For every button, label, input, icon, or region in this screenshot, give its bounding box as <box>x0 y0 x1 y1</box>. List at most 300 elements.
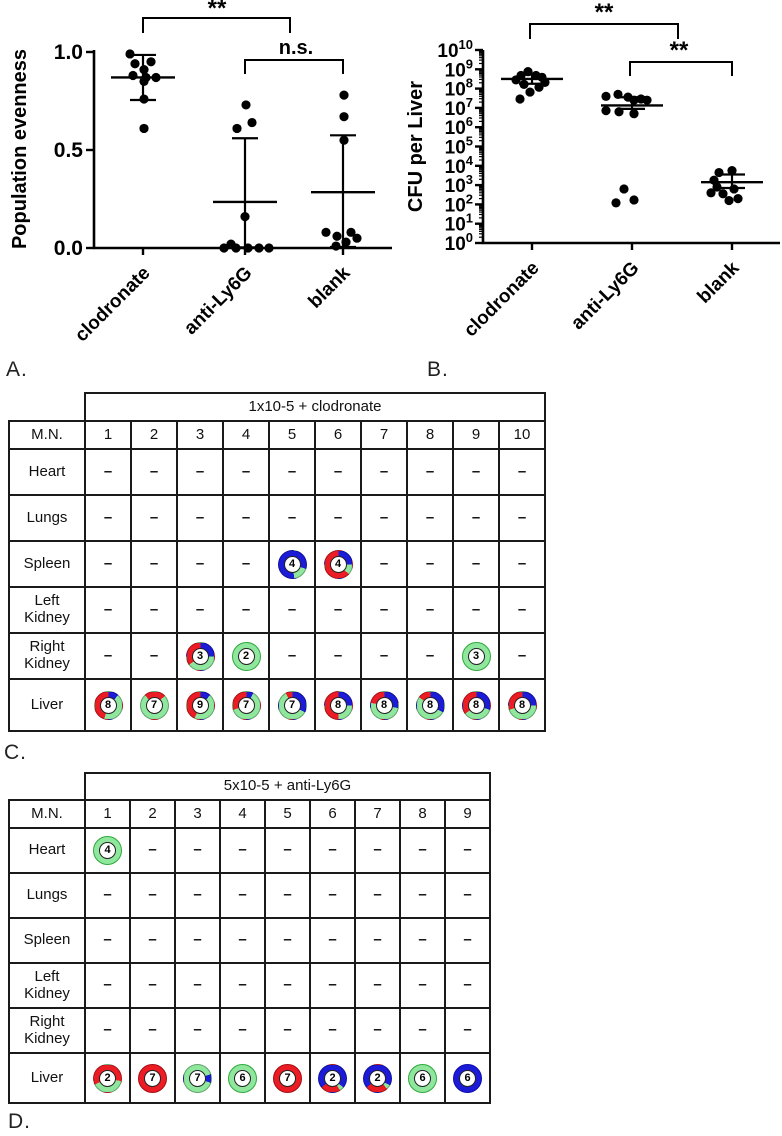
mn-header-cell: M.N. <box>9 800 85 828</box>
data-point <box>619 184 628 193</box>
data-point <box>264 243 273 252</box>
organ-cell <box>310 1008 355 1053</box>
negative-dash: – <box>195 600 205 618</box>
organ-pie-chart <box>138 1064 167 1093</box>
negative-dash: – <box>148 886 157 904</box>
pie-count: 4 <box>99 842 116 859</box>
data-point <box>525 87 534 96</box>
negative-dash: – <box>373 841 382 859</box>
organ-cell <box>310 873 355 918</box>
negative-dash: – <box>379 600 389 618</box>
organ-pie-chart <box>273 1064 302 1093</box>
pie-count: 7 <box>146 697 163 714</box>
negative-dash: – <box>238 1021 247 1039</box>
mouse-number-cell: 2 <box>130 800 175 828</box>
organ-label: Right Kidney <box>9 1008 85 1053</box>
data-point <box>614 107 623 116</box>
organ-cell <box>85 963 130 1008</box>
organ-cell <box>361 679 407 731</box>
organ-cell <box>499 541 545 587</box>
organ-cell <box>177 587 223 633</box>
significance-bracket <box>245 60 343 74</box>
organ-cell <box>265 873 310 918</box>
category-label: anti-Ly6G <box>567 257 644 334</box>
organ-cell <box>361 449 407 495</box>
organ-cell <box>407 679 453 731</box>
negative-dash: – <box>463 841 472 859</box>
y-tick-label: 0.5 <box>53 139 83 162</box>
data-point <box>232 124 241 133</box>
organ-cell <box>499 495 545 541</box>
organ-cell <box>131 449 177 495</box>
data-point <box>511 75 520 84</box>
panel-label-a: A. <box>6 358 28 381</box>
pie-count: 7 <box>238 697 255 714</box>
organ-cell <box>361 541 407 587</box>
organ-cell <box>85 449 131 495</box>
pie-count: 7 <box>189 1070 206 1087</box>
negative-dash: – <box>149 646 159 664</box>
organ-cell <box>453 633 499 679</box>
negative-dash: – <box>418 931 427 949</box>
panel-label-d: D. <box>8 1110 31 1133</box>
y-axis-title: CFU per Liver <box>405 80 427 213</box>
organ-cell <box>130 963 175 1008</box>
negative-dash: – <box>283 931 292 949</box>
negative-dash: – <box>379 646 389 664</box>
organ-label: Liver <box>9 679 85 731</box>
data-point <box>534 83 543 92</box>
negative-dash: – <box>379 554 389 572</box>
data-point <box>139 94 148 103</box>
negative-dash: – <box>241 554 251 572</box>
organ-cell <box>85 918 130 963</box>
mouse-number-cell: 7 <box>361 421 407 449</box>
table-title: 1x10-5 + clodronate <box>85 393 545 421</box>
data-point <box>331 241 340 250</box>
data-point <box>341 238 350 247</box>
organ-cell <box>269 495 315 541</box>
pie-count: 6 <box>234 1070 251 1087</box>
mouse-number-cell: 4 <box>223 421 269 449</box>
organ-cell <box>407 449 453 495</box>
organ-cell <box>85 1008 130 1053</box>
organ-label: Liver <box>9 1053 85 1103</box>
negative-dash: – <box>373 976 382 994</box>
organ-cell <box>220 828 265 873</box>
organ-cell <box>223 449 269 495</box>
data-point <box>629 195 638 204</box>
negative-dash: – <box>328 1021 337 1039</box>
data-point <box>254 243 263 252</box>
organ-cell <box>445 828 490 873</box>
panel-label-b: B. <box>427 358 449 381</box>
organ-cell <box>400 918 445 963</box>
mouse-number-cell: 2 <box>131 421 177 449</box>
significance-label: n.s. <box>278 37 314 59</box>
organ-cell <box>407 587 453 633</box>
negative-dash: – <box>418 841 427 859</box>
y-axis-title: Population evenness <box>9 48 31 250</box>
organ-cell <box>130 1053 175 1103</box>
organ-cell <box>223 587 269 633</box>
y-tick-label: $10^4$ <box>444 152 473 178</box>
data-point <box>321 228 330 237</box>
y-tick-label: 0.0 <box>53 237 83 260</box>
y-tick-label: $10^6$ <box>444 114 473 140</box>
organ-pie-chart <box>186 642 215 671</box>
organ-cell <box>269 679 315 731</box>
data-point <box>339 112 348 121</box>
negative-dash: – <box>333 462 343 480</box>
organ-cell <box>400 828 445 873</box>
organ-pie-chart <box>508 691 537 720</box>
organ-cell <box>85 495 131 541</box>
table-corner-spacer <box>9 393 85 421</box>
category-label: anti-Ly6G <box>180 262 257 339</box>
organ-row <box>9 449 545 495</box>
organ-cell <box>223 495 269 541</box>
pie-count: 8 <box>376 697 393 714</box>
y-tick-label: $10^2$ <box>444 191 473 217</box>
organ-pie-chart <box>93 1064 122 1093</box>
organ-row <box>9 828 490 873</box>
negative-dash: – <box>193 886 202 904</box>
mouse-number-cell: 8 <box>407 421 453 449</box>
organ-cell <box>130 918 175 963</box>
organ-cell <box>220 873 265 918</box>
organ-label: Heart <box>9 828 85 873</box>
data-point <box>724 196 733 205</box>
negative-dash: – <box>103 1021 112 1039</box>
negative-dash: – <box>418 1021 427 1039</box>
organ-cell <box>310 918 355 963</box>
data-point <box>219 243 228 252</box>
organ-distribution-table <box>8 772 491 1104</box>
negative-dash: – <box>425 600 435 618</box>
organ-pie-chart <box>278 550 307 579</box>
data-point <box>151 73 160 82</box>
data-point <box>247 118 256 127</box>
organ-pie-chart <box>228 1064 257 1093</box>
negative-dash: – <box>193 931 202 949</box>
population-evenness-chart <box>0 0 400 358</box>
organ-cell <box>131 541 177 587</box>
organ-cell <box>361 587 407 633</box>
negative-dash: – <box>463 976 472 994</box>
organ-cell <box>407 495 453 541</box>
organ-cell <box>177 449 223 495</box>
data-point <box>601 92 610 101</box>
organ-pie-chart <box>186 691 215 720</box>
organ-row <box>9 679 545 731</box>
organ-cell <box>175 918 220 963</box>
mouse-number-cell: 9 <box>445 800 490 828</box>
organ-cell <box>445 1008 490 1053</box>
pie-count: 4 <box>284 556 301 573</box>
negative-dash: – <box>148 976 157 994</box>
organ-cell <box>453 495 499 541</box>
organ-pie-chart <box>363 1064 392 1093</box>
organ-pie-chart <box>183 1064 212 1093</box>
category-label: clodronate <box>71 262 155 347</box>
negative-dash: – <box>103 508 113 526</box>
organ-cell <box>315 587 361 633</box>
organ-cell <box>85 828 130 873</box>
mouse-number-cell: 9 <box>453 421 499 449</box>
organ-cell <box>499 633 545 679</box>
organ-cell <box>85 1053 130 1103</box>
negative-dash: – <box>425 646 435 664</box>
organ-cell <box>355 918 400 963</box>
organ-cell <box>400 1053 445 1103</box>
organ-cell <box>177 679 223 731</box>
data-point <box>352 234 361 243</box>
organ-cell <box>269 587 315 633</box>
negative-dash: – <box>517 462 527 480</box>
organ-cell <box>315 449 361 495</box>
organ-cell <box>131 679 177 731</box>
organ-cell <box>400 873 445 918</box>
negative-dash: – <box>103 554 113 572</box>
negative-dash: – <box>103 886 112 904</box>
negative-dash: – <box>425 462 435 480</box>
organ-cell <box>177 633 223 679</box>
y-tick-label: $10^5$ <box>444 133 473 159</box>
negative-dash: – <box>148 931 157 949</box>
organ-row <box>9 633 545 679</box>
organ-pie-chart <box>232 691 261 720</box>
data-point <box>146 57 155 66</box>
mouse-number-cell: 10 <box>499 421 545 449</box>
organ-cell <box>131 495 177 541</box>
negative-dash: – <box>418 886 427 904</box>
table-title: 5x10-5 + anti-Ly6G <box>85 773 490 800</box>
data-point <box>231 243 240 252</box>
clodronate-organ-table <box>8 392 546 732</box>
data-point <box>601 106 610 115</box>
organ-row <box>9 963 490 1008</box>
organ-row <box>9 541 545 587</box>
y-tick-label: $10^7$ <box>444 94 473 120</box>
data-point <box>339 91 348 100</box>
negative-dash: – <box>283 886 292 904</box>
organ-cell <box>175 963 220 1008</box>
data-point <box>733 194 742 203</box>
organ-cell <box>85 587 131 633</box>
negative-dash: – <box>103 600 113 618</box>
organ-pie-chart <box>324 691 353 720</box>
negative-dash: – <box>103 462 113 480</box>
y-tick-label: $10^0$ <box>444 230 473 255</box>
mn-header-cell: M.N. <box>9 421 85 449</box>
table-corner-spacer <box>9 773 85 800</box>
organ-cell <box>453 449 499 495</box>
organ-pie-chart <box>140 691 169 720</box>
organ-label: Heart <box>9 449 85 495</box>
organ-cell <box>445 873 490 918</box>
organ-cell <box>175 1008 220 1053</box>
organ-cell <box>315 495 361 541</box>
data-point <box>139 65 148 74</box>
organ-cell <box>220 1053 265 1103</box>
organ-cell <box>85 873 130 918</box>
pie-count: 8 <box>514 697 531 714</box>
organ-cell <box>445 918 490 963</box>
organ-cell <box>220 963 265 1008</box>
mouse-number-cell: 8 <box>400 800 445 828</box>
y-tick-label: 1.0 <box>53 41 83 64</box>
negative-dash: – <box>238 976 247 994</box>
organ-cell <box>315 633 361 679</box>
category-label: blank <box>304 262 355 313</box>
negative-dash: – <box>149 462 159 480</box>
organ-cell <box>310 963 355 1008</box>
organ-cell <box>269 633 315 679</box>
organ-pie-chart <box>370 691 399 720</box>
negative-dash: – <box>283 976 292 994</box>
negative-dash: – <box>328 886 337 904</box>
negative-dash: – <box>287 600 297 618</box>
negative-dash: – <box>517 554 527 572</box>
organ-label: Left Kidney <box>9 963 85 1008</box>
y-tick-label: $10^9$ <box>444 56 473 82</box>
organ-cell <box>223 633 269 679</box>
data-point <box>125 49 134 58</box>
significance-bracket <box>530 24 678 39</box>
organ-cell <box>361 495 407 541</box>
organ-label: Left Kidney <box>9 587 85 633</box>
organ-cell <box>177 541 223 587</box>
negative-dash: – <box>193 1021 202 1039</box>
negative-dash: – <box>418 976 427 994</box>
mouse-number-cell: 3 <box>175 800 220 828</box>
negative-dash: – <box>238 886 247 904</box>
data-point <box>642 96 651 105</box>
organ-row <box>9 1053 490 1103</box>
negative-dash: – <box>463 931 472 949</box>
organ-cell <box>131 587 177 633</box>
negative-dash: – <box>373 886 382 904</box>
organ-cell <box>223 679 269 731</box>
pie-count: 9 <box>192 697 209 714</box>
organ-cell <box>269 541 315 587</box>
negative-dash: – <box>238 841 247 859</box>
pie-count: 6 <box>459 1070 476 1087</box>
negative-dash: – <box>195 462 205 480</box>
data-point <box>519 80 528 89</box>
organ-cell <box>400 963 445 1008</box>
organ-cell <box>355 873 400 918</box>
pie-count: 8 <box>100 697 117 714</box>
organ-cell <box>175 1053 220 1103</box>
negative-dash: – <box>287 462 297 480</box>
negative-dash: – <box>517 600 527 618</box>
data-point <box>128 71 137 80</box>
organ-cell <box>177 495 223 541</box>
pie-count: 8 <box>422 697 439 714</box>
pie-count: 2 <box>369 1070 386 1087</box>
organ-cell <box>220 918 265 963</box>
mouse-number-cell: 5 <box>265 800 310 828</box>
organ-row <box>9 495 545 541</box>
organ-label: Spleen <box>9 918 85 963</box>
organ-label: Right Kidney <box>9 633 85 679</box>
data-point <box>714 168 723 177</box>
organ-cell <box>265 963 310 1008</box>
organ-row <box>9 587 545 633</box>
organ-cell <box>265 1008 310 1053</box>
negative-dash: – <box>287 508 297 526</box>
organ-pie-chart <box>462 642 491 671</box>
organ-cell <box>130 873 175 918</box>
mouse-number-cell: 6 <box>315 421 361 449</box>
organ-cell <box>499 679 545 731</box>
data-point <box>339 136 348 145</box>
organ-cell <box>269 449 315 495</box>
negative-dash: – <box>425 554 435 572</box>
negative-dash: – <box>373 931 382 949</box>
negative-dash: – <box>425 508 435 526</box>
negative-dash: – <box>103 931 112 949</box>
data-point <box>332 232 341 241</box>
significance-bracket <box>630 62 732 76</box>
negative-dash: – <box>328 931 337 949</box>
significance-label: ** <box>207 0 227 22</box>
negative-dash: – <box>193 976 202 994</box>
organ-cell <box>361 633 407 679</box>
organ-cell <box>355 1008 400 1053</box>
organ-cell <box>85 679 131 731</box>
negative-dash: – <box>149 508 159 526</box>
negative-dash: – <box>195 508 205 526</box>
organ-label: Spleen <box>9 541 85 587</box>
pie-count: 4 <box>330 556 347 573</box>
y-tick-label: $10^8$ <box>444 75 473 101</box>
negative-dash: – <box>379 508 389 526</box>
data-point <box>613 90 622 99</box>
organ-pie-chart <box>93 836 122 865</box>
organ-cell <box>85 633 131 679</box>
organ-cell <box>310 1053 355 1103</box>
organ-cell <box>265 828 310 873</box>
negative-dash: – <box>238 931 247 949</box>
organ-cell <box>355 1053 400 1103</box>
organ-pie-chart <box>278 691 307 720</box>
mouse-number-cell: 1 <box>85 421 131 449</box>
negative-dash: – <box>148 1021 157 1039</box>
data-point <box>139 77 148 86</box>
organ-cell <box>407 541 453 587</box>
organ-row <box>9 1008 490 1053</box>
organ-cell <box>175 828 220 873</box>
organ-cell <box>315 541 361 587</box>
pie-count: 7 <box>279 1070 296 1087</box>
pie-count: 2 <box>99 1070 116 1087</box>
negative-dash: – <box>148 841 157 859</box>
organ-cell <box>131 633 177 679</box>
category-label: clodronate <box>460 257 544 342</box>
negative-dash: – <box>333 508 343 526</box>
data-point <box>706 188 715 197</box>
pie-count: 6 <box>414 1070 431 1087</box>
data-point <box>241 100 250 109</box>
anti-ly6g-organ-table <box>8 772 491 1104</box>
organ-label: Lungs <box>9 495 85 541</box>
significance-label: ** <box>669 37 689 64</box>
negative-dash: – <box>471 462 481 480</box>
negative-dash: – <box>463 1021 472 1039</box>
